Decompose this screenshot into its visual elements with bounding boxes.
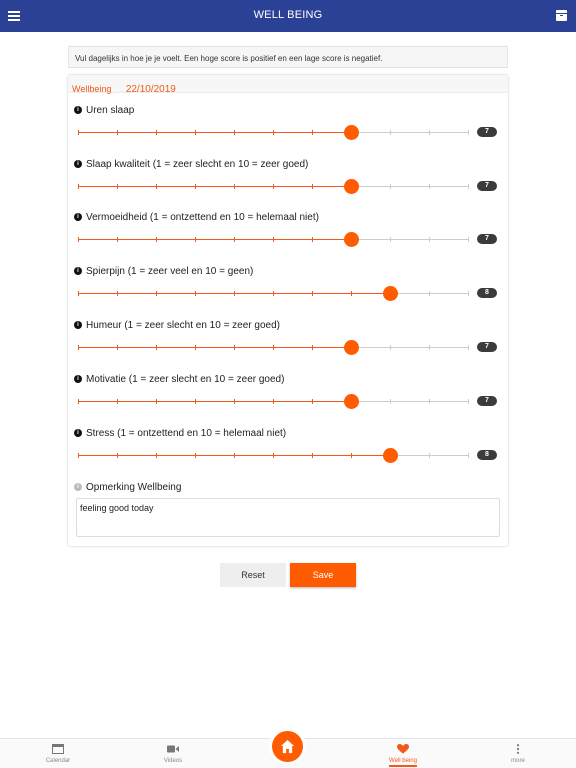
slider-tick	[468, 345, 469, 350]
slider-tick	[156, 345, 157, 350]
heart-icon	[397, 744, 409, 754]
slider-tick	[117, 399, 118, 404]
slider-tick	[195, 184, 196, 189]
slider-tick	[156, 237, 157, 242]
slider-tick	[429, 399, 430, 404]
info-icon[interactable]: i	[74, 160, 82, 168]
nav-label: Calendar	[45, 758, 71, 764]
slider-tick	[117, 237, 118, 242]
question-vermoeidheid	[74, 212, 504, 262]
slider-track[interactable]	[78, 293, 468, 294]
slider-tick	[117, 130, 118, 135]
slider-tick	[312, 399, 313, 404]
slider-tick	[312, 453, 313, 458]
slider-tick	[273, 184, 274, 189]
slider-tick	[117, 184, 118, 189]
slider-track[interactable]	[78, 455, 468, 456]
card-header	[68, 75, 508, 93]
slider-tick	[273, 237, 274, 242]
slider-tick	[195, 291, 196, 296]
slider-tick	[312, 345, 313, 350]
slider-tick	[234, 130, 235, 135]
slider-tick	[78, 291, 79, 296]
slider-tick	[117, 291, 118, 296]
slider-tick	[234, 399, 235, 404]
slider-tick	[468, 130, 469, 135]
slider-value-badge: 8	[477, 450, 497, 460]
slider-track[interactable]	[78, 132, 468, 133]
slider-tick	[390, 184, 391, 189]
slider-fill	[78, 239, 351, 240]
slider-tick	[390, 237, 391, 242]
slider-tick	[78, 130, 79, 135]
nav-item-videos[interactable]	[133, 739, 213, 768]
intro-text: Vul dagelijks in hoe je je voelt. Een hoge score is positief en een lage score is negatief.	[68, 46, 508, 68]
slider-tick	[429, 130, 430, 135]
slider-tick	[351, 291, 352, 296]
calendar-icon	[52, 744, 64, 754]
question-label: Vermoeidheid (1 = ontzettend en 10 = helemaal niet)	[86, 212, 319, 223]
question-label: Motivatie (1 = zeer slecht en 10 = zeer goed)	[86, 374, 285, 385]
slider-tick	[273, 399, 274, 404]
slider-tick	[429, 237, 430, 242]
more-vertical-icon	[512, 744, 524, 754]
slider-value-badge: 7	[477, 181, 497, 191]
slider-value-badge: 8	[477, 288, 497, 298]
slider-tick	[156, 453, 157, 458]
slider-tick	[312, 130, 313, 135]
slider-tick	[234, 345, 235, 350]
card-date: 22/10/2019	[125, 84, 176, 95]
slider-thumb[interactable]	[344, 125, 359, 140]
question-motivatie	[74, 374, 504, 424]
slider-fill	[78, 401, 351, 402]
slider-tick	[312, 237, 313, 242]
archive-icon[interactable]	[556, 10, 567, 21]
page-title: WELL BEING	[253, 9, 323, 21]
slider-fill	[78, 347, 351, 348]
video-camera-icon	[167, 744, 179, 754]
slider-tick	[195, 237, 196, 242]
slider-tick	[273, 130, 274, 135]
slider-tick	[117, 345, 118, 350]
question-label: Humeur (1 = zeer slecht en 10 = zeer goed)	[86, 320, 280, 331]
slider-fill	[78, 186, 351, 187]
slider-tick	[351, 453, 352, 458]
info-icon[interactable]: i	[74, 375, 82, 383]
question-uren-slaap	[74, 105, 504, 155]
nav-item-more[interactable]	[478, 739, 558, 768]
nav-label: Well being	[389, 758, 417, 764]
app-bar	[0, 0, 576, 32]
remark-textarea[interactable]	[76, 498, 500, 537]
question-label: Spierpijn (1 = zeer veel en 10 = geen)	[86, 266, 254, 277]
slider-tick	[156, 130, 157, 135]
slider-track[interactable]	[78, 239, 468, 240]
slider-value-badge: 7	[477, 127, 497, 137]
info-icon[interactable]: i	[74, 321, 82, 329]
slider-tick	[429, 184, 430, 189]
slider-tick	[468, 184, 469, 189]
slider-tick	[429, 453, 430, 458]
slider-thumb[interactable]	[344, 232, 359, 247]
slider-tick	[429, 291, 430, 296]
info-icon[interactable]: i	[74, 106, 82, 114]
home-icon	[280, 739, 295, 754]
wellbeing-card	[68, 75, 508, 546]
question-stress	[74, 428, 504, 478]
slider-tick	[195, 399, 196, 404]
slider-tick	[468, 237, 469, 242]
slider-thumb[interactable]	[344, 340, 359, 355]
slider-thumb[interactable]	[383, 286, 398, 301]
slider-tick	[468, 399, 469, 404]
slider-thumb[interactable]	[344, 394, 359, 409]
slider-tick	[195, 130, 196, 135]
slider-tick	[195, 345, 196, 350]
slider-tick	[468, 291, 469, 296]
slider-tick	[78, 345, 79, 350]
slider-value-badge: 7	[477, 342, 497, 352]
slider-tick	[78, 453, 79, 458]
question-label: Uren slaap	[86, 105, 135, 116]
slider-tick	[273, 345, 274, 350]
nav-item-well-being[interactable]	[363, 739, 443, 768]
slider-tick	[312, 184, 313, 189]
slider-tick	[468, 453, 469, 458]
slider-tick	[234, 184, 235, 189]
save-button[interactable]: Save	[290, 563, 356, 587]
slider-tick	[234, 237, 235, 242]
slider-thumb[interactable]	[344, 179, 359, 194]
nav-label: Videos	[163, 758, 183, 764]
slider-fill	[78, 132, 351, 133]
slider-value-badge: 7	[477, 234, 497, 244]
slider-tick	[78, 399, 79, 404]
slider-tick	[156, 399, 157, 404]
slider-track[interactable]	[78, 347, 468, 348]
info-icon[interactable]: i	[74, 483, 82, 491]
slider-track[interactable]	[78, 186, 468, 187]
remark-label: Opmerking Wellbeing	[86, 482, 182, 493]
nav-item-calendar[interactable]	[18, 739, 98, 768]
question-spierpijn	[74, 266, 504, 316]
slider-tick	[390, 130, 391, 135]
slider-tick	[156, 291, 157, 296]
slider-value-badge: 7	[477, 396, 497, 406]
slider-thumb[interactable]	[383, 448, 398, 463]
nav-label: more	[511, 758, 525, 764]
slider-tick	[156, 184, 157, 189]
slider-tick	[273, 291, 274, 296]
question-slaap-kwaliteit	[74, 159, 504, 209]
info-icon[interactable]: i	[74, 429, 82, 437]
question-label: Slaap kwaliteit (1 = zeer slecht en 10 = zeer goed)	[86, 159, 309, 170]
slider-tick	[429, 345, 430, 350]
slider-tick	[273, 453, 274, 458]
slider-tick	[234, 291, 235, 296]
reset-button[interactable]: Reset	[220, 563, 286, 587]
slider-tick	[312, 291, 313, 296]
home-button[interactable]	[272, 731, 303, 762]
info-icon[interactable]: i	[74, 267, 82, 275]
slider-tick	[390, 399, 391, 404]
slider-tick	[390, 345, 391, 350]
slider-tick	[195, 453, 196, 458]
slider-tick	[234, 453, 235, 458]
slider-tick	[78, 237, 79, 242]
question-label: Stress (1 = ontzettend en 10 = helemaal niet)	[86, 428, 287, 439]
slider-track[interactable]	[78, 401, 468, 402]
question-humeur	[74, 320, 504, 370]
slider-tick	[117, 453, 118, 458]
info-icon[interactable]: i	[74, 213, 82, 221]
slider-tick	[78, 184, 79, 189]
card-title: Wellbeing	[72, 84, 112, 94]
